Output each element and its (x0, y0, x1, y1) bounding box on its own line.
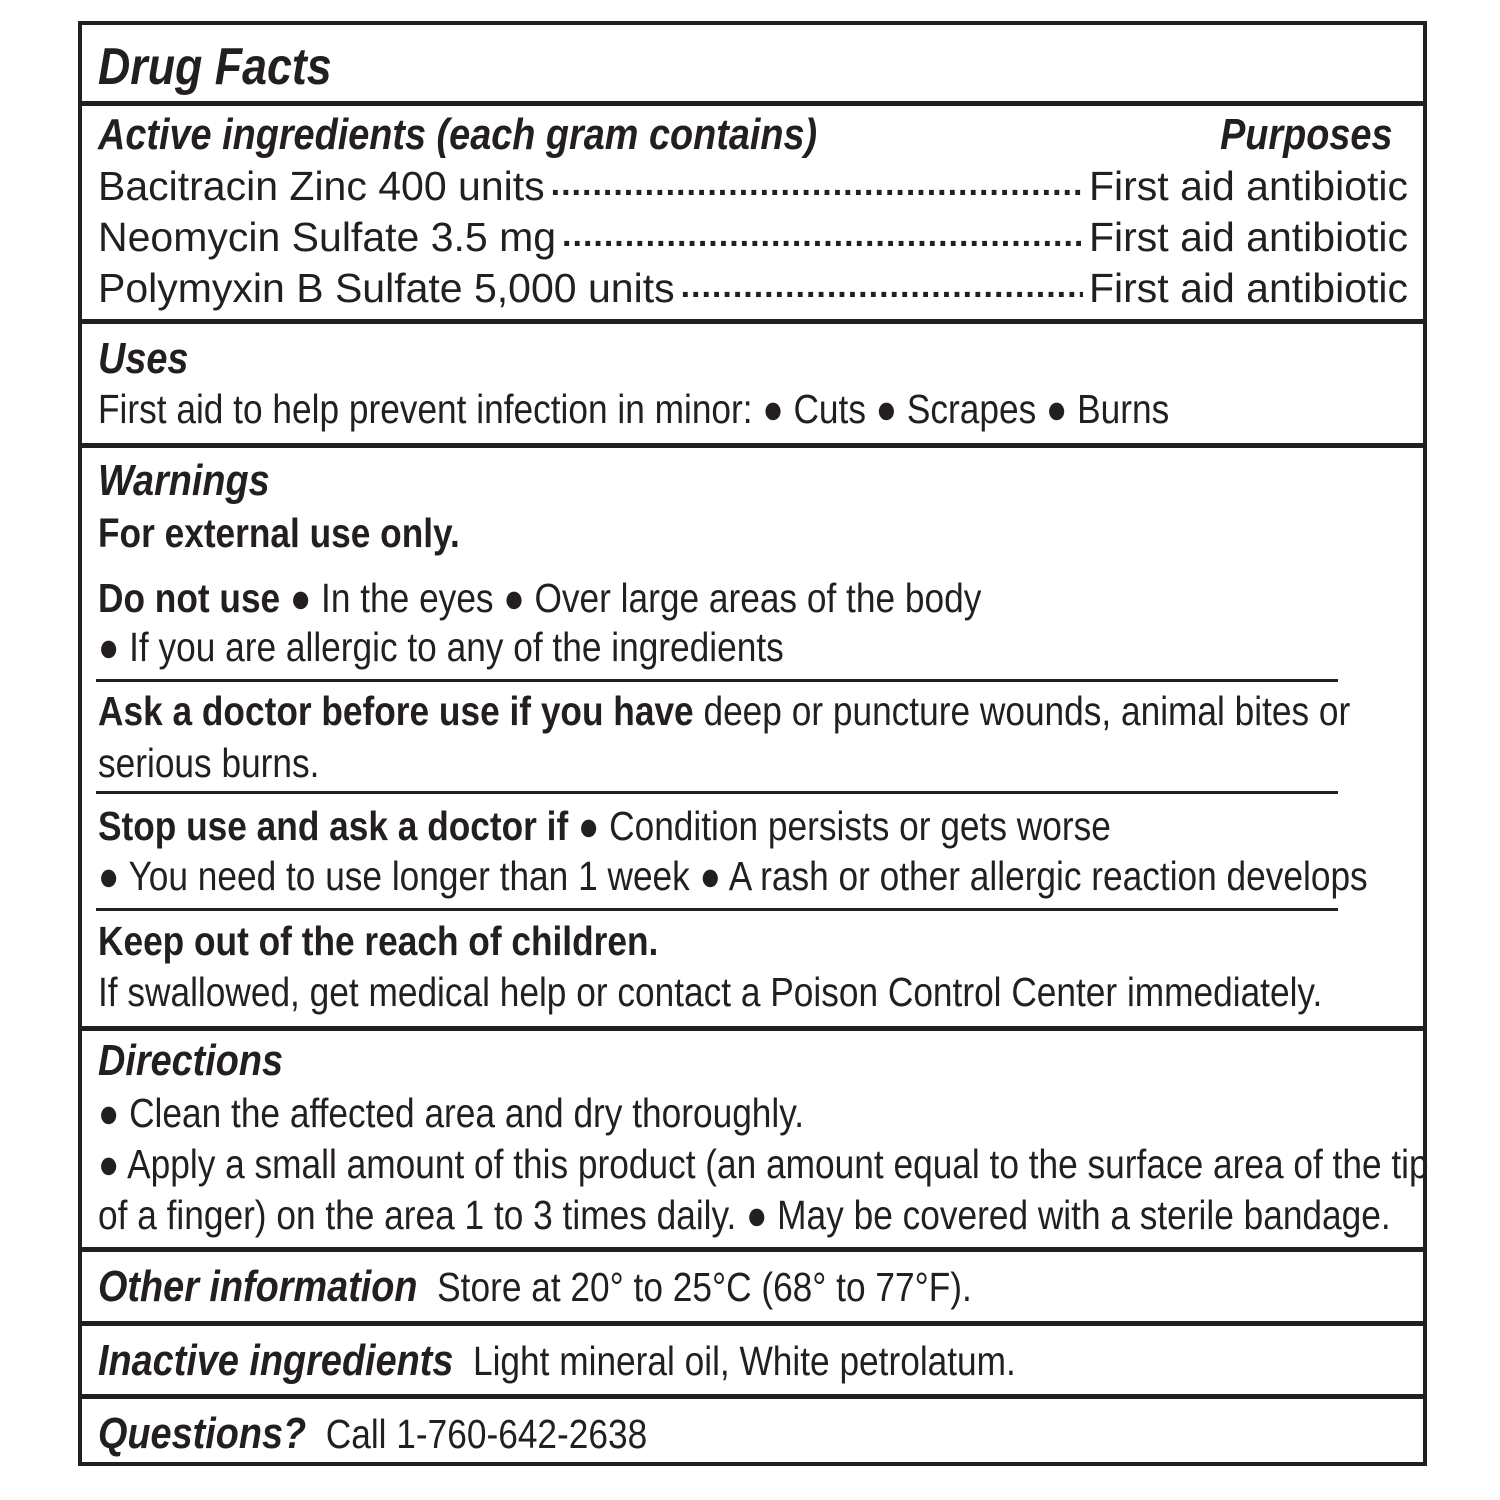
divider (82, 443, 1423, 448)
purposes-heading: Purposes (1220, 110, 1393, 159)
divider (82, 1394, 1423, 1399)
ask-doctor-line (98, 688, 1351, 734)
directions-line: ● Clean the affected area and dry thoroughly. (98, 1090, 805, 1136)
ask-doctor-line-2: serious burns. (98, 740, 320, 786)
other-info-text: Store at 20° to 25°C (68° to 77°F). (437, 1264, 972, 1310)
ingredient-purpose: First aid antibiotic (1088, 265, 1408, 311)
inactive-heading: Inactive ingredients (98, 1336, 454, 1385)
uses-text: First aid to help prevent infection in minor: ● Cuts ● Scrapes ● Burns (98, 386, 1170, 432)
questions-line (98, 1409, 648, 1458)
do-not-use-label: Do not use (98, 575, 281, 621)
inactive-text: Light mineral oil, White petrolatum. (472, 1338, 1016, 1384)
divider (82, 319, 1423, 324)
directions-line: of a finger) on the area 1 to 3 times daily. ● May be covered with a sterile bandage. (98, 1192, 1391, 1238)
ask-doctor-label: Ask a doctor before use if you have (98, 688, 694, 734)
divider (82, 1026, 1423, 1031)
external-use-text: For external use only. (98, 510, 460, 556)
dot-leader (551, 163, 1083, 207)
do-not-use-text: ● In the eyes ● Over large areas of the body (280, 575, 982, 621)
divider (96, 908, 1338, 911)
divider (82, 1247, 1423, 1252)
keep-out-text: If swallowed, get medical help or contact a Poison Control Center immediately. (98, 969, 1323, 1015)
ingredient-row (98, 265, 1408, 309)
ingredient-name: Bacitracin Zinc 400 units (98, 163, 545, 209)
ingredient-name: Neomycin Sulfate 3.5 mg (98, 214, 557, 260)
do-not-use-line-2: ● If you are allergic to any of the ingredients (98, 624, 784, 670)
keep-out-label: Keep out of the reach of children. (98, 918, 659, 964)
stop-use-text: ● Condition persists or gets worse (568, 803, 1111, 849)
do-not-use-line (98, 575, 982, 621)
ingredient-name: Polymyxin B Sulfate 5,000 units (98, 265, 675, 311)
ingredient-purpose: First aid antibiotic (1088, 214, 1408, 260)
divider (82, 101, 1423, 106)
directions-heading: Directions (98, 1036, 284, 1085)
uses-heading: Uses (98, 334, 189, 383)
divider (96, 791, 1338, 794)
directions-line: ● Apply a small amount of this product (an amount equal to the surface area of the tip (98, 1141, 1429, 1187)
divider (82, 1321, 1423, 1326)
ingredient-row (98, 214, 1408, 258)
other-info-heading: Other information (98, 1262, 418, 1311)
warnings-heading: Warnings (98, 456, 270, 505)
divider (96, 679, 1338, 682)
questions-text: Call 1-760-642-2638 (325, 1411, 648, 1457)
stop-use-line-2: ● You need to use longer than 1 week ● A rash or other allergic reaction develops (98, 853, 1368, 899)
ask-doctor-text: deep or puncture wounds, animal bites or (693, 688, 1351, 734)
drug-facts-title: Drug Facts (98, 38, 332, 96)
other-info-line (98, 1262, 972, 1311)
active-ingredients-heading: Active ingredients (each gram contains) (98, 110, 818, 159)
drug-facts-panel (78, 21, 1427, 1466)
ingredient-purpose: First aid antibiotic (1088, 163, 1408, 209)
dot-leader (681, 265, 1083, 309)
stop-use-label: Stop use and ask a doctor if (98, 803, 569, 849)
dot-leader (562, 214, 1083, 258)
ingredient-row (98, 163, 1408, 207)
stop-use-line (98, 803, 1111, 849)
questions-heading: Questions? (98, 1409, 307, 1458)
inactive-line (98, 1336, 1016, 1385)
